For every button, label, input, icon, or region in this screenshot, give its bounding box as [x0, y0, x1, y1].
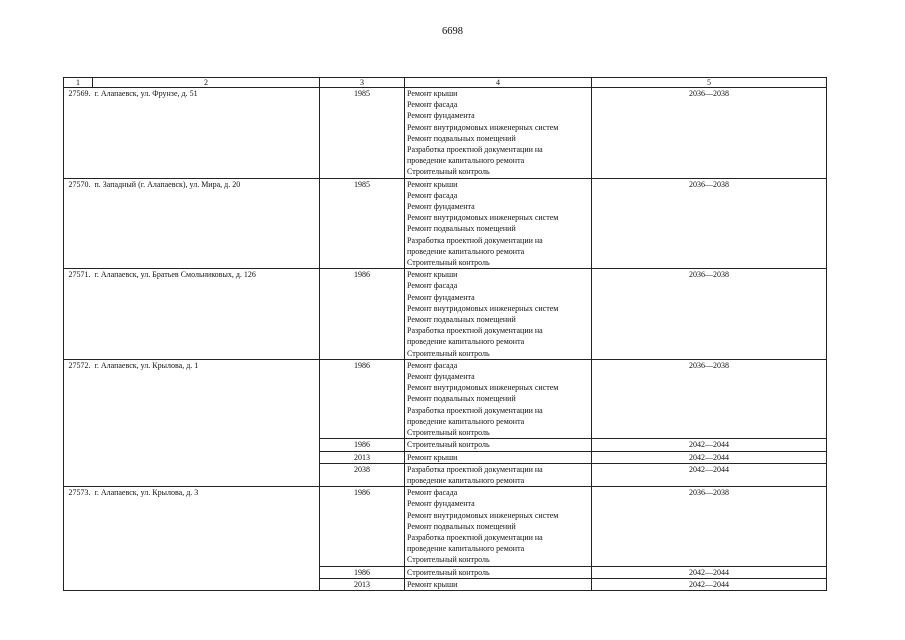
repair-work-item: Разработка проектной документации на	[407, 235, 543, 245]
table-row	[64, 439, 827, 451]
row-number	[64, 566, 93, 578]
repair-work-item: Ремонт крыши	[407, 89, 458, 98]
repair-work-item: Ремонт крыши	[407, 452, 458, 462]
repair-work-item: Ремонт фасада	[407, 190, 458, 200]
repair-schedule-table	[63, 77, 827, 591]
table-row	[64, 451, 827, 463]
row-number: 27571.	[64, 269, 93, 360]
repair-work-item: Разработка проектной документации на	[407, 464, 543, 474]
repair-work-item: Ремонт внутридомовых инженерных систем	[407, 510, 559, 520]
page-number: 6698	[442, 26, 463, 37]
repair-work-item: Строительный контроль	[407, 348, 490, 358]
row-number	[64, 439, 93, 451]
commissioning-year: 2038	[320, 463, 405, 486]
building-address: г. Алапаевск, ул. Крылова, д. 3	[93, 487, 320, 566]
repair-works	[405, 439, 592, 451]
repair-work-item: Разработка проектной документации на	[407, 145, 543, 155]
repair-works	[405, 88, 592, 179]
row-number	[64, 578, 93, 590]
building-address	[93, 578, 320, 590]
repair-work-item: Разработка проектной документации на	[407, 405, 543, 415]
row-number: 27573.	[64, 487, 93, 566]
row-number	[64, 451, 93, 463]
commissioning-year: 1986	[320, 269, 405, 360]
repair-period: 2036—2038	[592, 269, 827, 360]
repair-work-item: Ремонт подвальных помещений	[407, 315, 516, 325]
commissioning-year: 1986	[320, 487, 405, 566]
repair-work-item: Ремонт внутридомовых инженерных систем	[407, 383, 559, 393]
repair-work-item: Ремонт внутридомовых инженерных систем	[407, 303, 559, 313]
repair-work-item: Ремонт фундамента	[407, 372, 475, 382]
repair-work-item: Ремонт крыши	[407, 579, 458, 589]
repair-period: 2042—2044	[592, 451, 827, 463]
repair-works	[405, 451, 592, 463]
repair-work-item: Строительный контроль	[407, 428, 490, 438]
building-address	[93, 463, 320, 486]
commissioning-year: 2013	[320, 578, 405, 590]
commissioning-year: 1985	[320, 178, 405, 269]
repair-work-item: проведение капитального ремонта	[407, 475, 525, 485]
table-row	[64, 269, 827, 360]
repair-period: 2042—2044	[592, 566, 827, 578]
repair-works	[405, 463, 592, 486]
row-number	[64, 463, 93, 486]
table-row	[64, 178, 827, 269]
repair-work-item: Ремонт фундамента	[407, 111, 475, 121]
repair-work-item: проведение капитального ремонта	[407, 246, 525, 256]
row-number: 27570.	[64, 178, 93, 269]
table-body	[64, 78, 827, 591]
row-number: 27569.	[64, 88, 93, 179]
table-row	[64, 88, 827, 179]
repair-works	[405, 178, 592, 269]
repair-works	[405, 269, 592, 360]
commissioning-year: 1986	[320, 359, 405, 438]
repair-work-item: Строительный контроль	[407, 567, 490, 577]
repair-work-item: Строительный контроль	[407, 440, 490, 450]
repair-period: 2036—2038	[592, 178, 827, 269]
repair-work-item: Ремонт крыши	[407, 270, 458, 280]
repair-period: 2036—2038	[592, 487, 827, 566]
repair-period: 2036—2038	[592, 88, 827, 179]
building-address	[93, 566, 320, 578]
table-row	[64, 487, 827, 566]
repair-work-item: Ремонт фасада	[407, 360, 458, 370]
table-row	[64, 463, 827, 486]
building-address: п. Западный (г. Алапаевск), ул. Мира, д. 20	[93, 178, 320, 269]
building-address: г. Алапаевск, ул. Фрунзе, д. 51	[93, 88, 320, 179]
repair-period: 2042—2044	[592, 463, 827, 486]
repair-work-item: Ремонт подвальных помещений	[407, 133, 516, 143]
row-number: 27572.	[64, 359, 93, 438]
repair-work-item: проведение капитального ремонта	[407, 337, 525, 347]
column-header-row	[64, 78, 827, 88]
repair-works	[405, 578, 592, 590]
repair-works	[405, 487, 592, 566]
repair-work-item: Разработка проектной документации на	[407, 532, 543, 542]
table-row	[64, 578, 827, 590]
repair-work-item: Ремонт фасада	[407, 281, 458, 291]
column-header: 5	[592, 78, 827, 88]
building-address	[93, 439, 320, 451]
repair-work-item: Строительный контроль	[407, 555, 490, 565]
repair-work-item: проведение капитального ремонта	[407, 416, 525, 426]
repair-work-item: Разработка проектной документации на	[407, 326, 543, 336]
table-row	[64, 359, 827, 438]
repair-work-item: Строительный контроль	[407, 258, 490, 268]
repair-work-item: Ремонт фундамента	[407, 499, 475, 509]
repair-work-item: Ремонт внутридомовых инженерных систем	[407, 122, 559, 132]
repair-work-item: Ремонт фундамента	[407, 292, 475, 302]
repair-work-item: Ремонт подвальных помещений	[407, 521, 516, 531]
column-header: 2	[93, 78, 320, 88]
commissioning-year: 1986	[320, 566, 405, 578]
commissioning-year: 1985	[320, 88, 405, 179]
repair-period: 2042—2044	[592, 578, 827, 590]
column-header: 4	[405, 78, 592, 88]
table-row	[64, 566, 827, 578]
repair-work-item: Строительный контроль	[407, 167, 490, 177]
repair-work-item: Ремонт фундамента	[407, 202, 475, 212]
repair-period: 2042—2044	[592, 439, 827, 451]
repair-work-item: Ремонт фасада	[407, 488, 458, 498]
building-address: г. Алапаевск, ул. Братьев Смольниковых, д. 126	[93, 269, 320, 360]
repair-work-item: Ремонт фасада	[407, 100, 458, 110]
repair-work-item: проведение капитального ремонта	[407, 156, 525, 166]
repair-work-item: Ремонт подвальных помещений	[407, 394, 516, 404]
building-address: г. Алапаевск, ул. Крылова, д. 1	[93, 359, 320, 438]
building-address	[93, 451, 320, 463]
repair-period: 2036—2038	[592, 359, 827, 438]
repair-works	[405, 359, 592, 438]
commissioning-year: 2013	[320, 451, 405, 463]
repair-work-item: Ремонт крыши	[407, 179, 458, 189]
commissioning-year: 1986	[320, 439, 405, 451]
repair-work-item: Ремонт подвальных помещений	[407, 224, 516, 234]
column-header: 3	[320, 78, 405, 88]
repair-works	[405, 566, 592, 578]
repair-work-item: проведение капитального ремонта	[407, 544, 525, 554]
column-header: 1	[64, 78, 93, 88]
repair-work-item: Ремонт внутридомовых инженерных систем	[407, 213, 559, 223]
